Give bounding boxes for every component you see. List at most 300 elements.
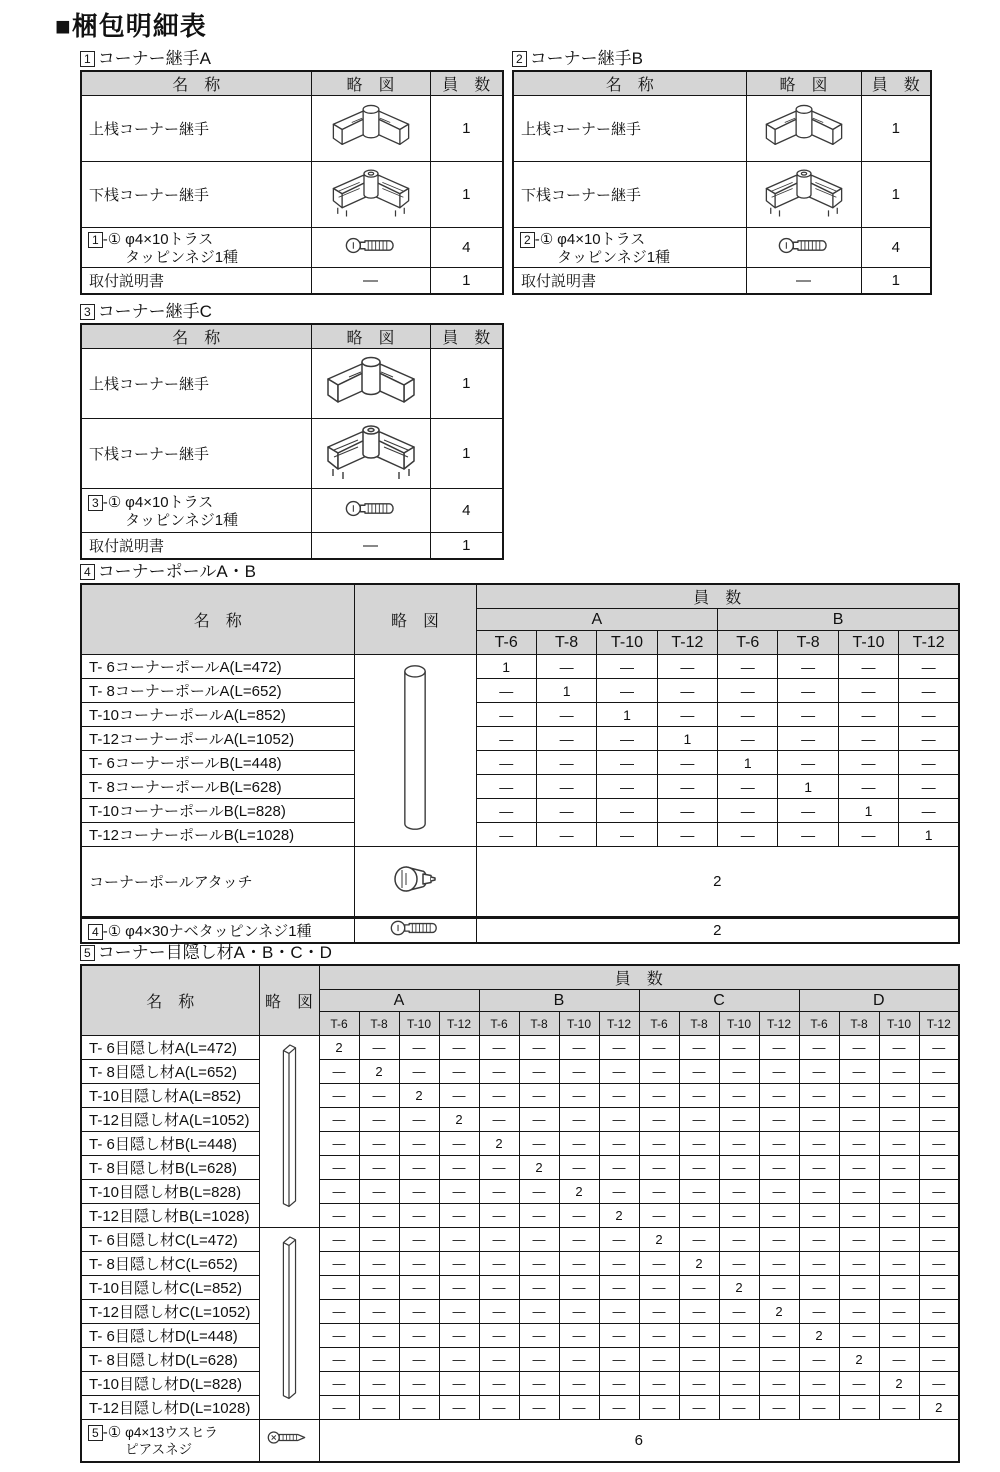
size-header: T-6: [639, 1012, 679, 1036]
matrix-cell: —: [319, 1084, 359, 1108]
matrix-cell: —: [559, 1084, 599, 1108]
matrix-cell: —: [679, 1204, 719, 1228]
item-name-cell: 上桟コーナー継手: [81, 349, 311, 419]
table-row: [513, 96, 931, 162]
screw-item-name: [84, 921, 350, 941]
matrix-cell: —: [778, 703, 838, 727]
matrix-cell: —: [519, 1060, 559, 1084]
matrix-cell: —: [479, 1372, 519, 1396]
matrix-cell: —: [359, 1396, 399, 1420]
matrix-cell: —: [359, 1300, 399, 1324]
matrix-cell: —: [657, 703, 717, 727]
matrix-cell: —: [679, 1348, 719, 1372]
matrix-cell: —: [838, 703, 898, 727]
screw-item-name: [84, 229, 307, 267]
matrix-cell: 1: [838, 799, 898, 823]
group-header: D: [799, 990, 959, 1012]
matrix-cell: 1: [778, 775, 838, 799]
matrix-cell: —: [778, 751, 838, 775]
matrix-cell: —: [597, 751, 657, 775]
matrix-cell: —: [759, 1276, 799, 1300]
matrix-cell: —: [778, 679, 838, 703]
matrix-cell: —: [479, 1084, 519, 1108]
matrix-cell: —: [599, 1300, 639, 1324]
size-header: T-6: [476, 631, 536, 655]
matrix-cell: —: [657, 751, 717, 775]
matrix-cell: —: [879, 1204, 919, 1228]
sketch-cell: [259, 1420, 319, 1462]
screw-ref-box: 4: [88, 924, 103, 940]
matrix-cell: —: [399, 1156, 439, 1180]
sketch-pierce-screw-icon: [267, 1429, 311, 1446]
matrix-cell: —: [759, 1228, 799, 1252]
matrix-cell: 2: [719, 1276, 759, 1300]
screw-ref-prefix: 2 -①: [520, 231, 553, 248]
matrix-cell: —: [319, 1324, 359, 1348]
item-name-cell: T- 6目隠し材B(L=448): [81, 1132, 259, 1156]
matrix-cell: —: [839, 1300, 879, 1324]
matrix-cell: —: [919, 1156, 959, 1180]
matrix-cell: 2: [479, 1132, 519, 1156]
matrix-cell: —: [899, 655, 959, 679]
matrix-cell: —: [679, 1396, 719, 1420]
matrix-cell: —: [439, 1060, 479, 1084]
matrix-cell: —: [519, 1132, 559, 1156]
matrix-cell: —: [799, 1276, 839, 1300]
item-name-cell: T- 8目隠し材B(L=628): [81, 1156, 259, 1180]
screw-name-line: φ4×10トラス: [125, 493, 214, 511]
matrix-cell: —: [439, 1372, 479, 1396]
matrix-cell: 2: [319, 1036, 359, 1060]
matrix-cell: —: [879, 1132, 919, 1156]
table-caption: [80, 563, 960, 581]
section-corner-joint-b: [512, 50, 932, 295]
matrix-cell: —: [799, 1396, 839, 1420]
matrix-cell: —: [599, 1348, 639, 1372]
screw-name-lines: [125, 1424, 218, 1458]
sketch-joint-lower-icon: [319, 419, 423, 483]
table-row: [81, 1180, 959, 1204]
item-name-cell: T- 6コーナーポールA(L=472): [81, 655, 354, 679]
size-header: T-8: [359, 1012, 399, 1036]
table-row: [81, 1108, 959, 1132]
matrix-cell: 1: [597, 703, 657, 727]
sketch-cell: —: [746, 268, 861, 294]
matrix-cell: 2: [559, 1180, 599, 1204]
item-name-cell: T- 6コーナーポールB(L=448): [81, 751, 354, 775]
matrix-cell: —: [479, 1252, 519, 1276]
matrix-cell: —: [599, 1180, 639, 1204]
matrix-cell: —: [919, 1300, 959, 1324]
table-row: [81, 727, 959, 751]
screw-ref-circled-number: ①: [539, 230, 554, 248]
screw-item-name: [84, 1422, 255, 1458]
matrix-cell: —: [759, 1156, 799, 1180]
packing-table: [80, 964, 960, 1463]
section-corner-pole-ab: [80, 563, 960, 944]
matrix-cell: —: [319, 1300, 359, 1324]
sketch-cell: —: [311, 268, 430, 294]
matrix-cell: —: [759, 1084, 799, 1108]
table-row: [81, 1252, 959, 1276]
matrix-cell: —: [399, 1252, 439, 1276]
matrix-cell: —: [536, 703, 596, 727]
group-header: B: [479, 990, 639, 1012]
matrix-cell: —: [597, 823, 657, 847]
matrix-cell: —: [359, 1252, 399, 1276]
qty-cell: 1: [430, 268, 503, 294]
sketch-cell: [354, 847, 476, 918]
table-row: [81, 1228, 959, 1252]
matrix-cell: —: [759, 1252, 799, 1276]
matrix-cell: —: [476, 751, 536, 775]
table-row: [81, 799, 959, 823]
sketch-joint-upper-icon: [319, 349, 423, 413]
sketch-joint-upper-icon: [756, 98, 852, 154]
matrix-cell: —: [839, 1060, 879, 1084]
item-name-cell: 取付説明書: [81, 268, 311, 294]
matrix-cell: —: [719, 1228, 759, 1252]
item-name-cell: [513, 228, 746, 268]
table-title: コーナー目隠し材A・B・C・D: [97, 943, 332, 962]
matrix-cell: —: [679, 1180, 719, 1204]
matrix-cell: —: [476, 679, 536, 703]
sketch-cell: [746, 162, 861, 228]
matrix-cell: —: [879, 1300, 919, 1324]
matrix-cell: —: [879, 1060, 919, 1084]
matrix-cell: —: [839, 1132, 879, 1156]
matrix-cell: —: [879, 1348, 919, 1372]
sketch-cell: —: [311, 533, 430, 559]
matrix-cell: —: [799, 1060, 839, 1084]
matrix-cell: —: [679, 1276, 719, 1300]
table-title: コーナーポールA・B: [97, 562, 257, 581]
matrix-cell: —: [439, 1324, 479, 1348]
matrix-cell: —: [759, 1180, 799, 1204]
matrix-cell: —: [559, 1036, 599, 1060]
table-row: [81, 96, 503, 162]
size-header: T-12: [599, 1012, 639, 1036]
matrix-cell: —: [919, 1036, 959, 1060]
matrix-cell: —: [319, 1180, 359, 1204]
item-name-cell: 下桟コーナー継手: [513, 162, 746, 228]
matrix-cell: —: [599, 1156, 639, 1180]
matrix-cell: —: [359, 1156, 399, 1180]
item-name-cell: 取付説明書: [513, 268, 746, 294]
matrix-cell: —: [479, 1060, 519, 1084]
matrix-cell: —: [439, 1228, 479, 1252]
size-header: T-12: [657, 631, 717, 655]
sketch-joint-upper-icon: [323, 98, 419, 154]
matrix-cell: —: [599, 1324, 639, 1348]
screw-ref-prefix: 4 -①: [88, 923, 121, 940]
matrix-cell: —: [519, 1204, 559, 1228]
item-name-cell: T-12目隠し材B(L=1028): [81, 1204, 259, 1228]
qty-cell: 1: [430, 419, 503, 489]
matrix-cell: —: [439, 1084, 479, 1108]
matrix-cell: —: [919, 1132, 959, 1156]
screw-ref-circled-number: ①: [107, 1424, 122, 1442]
table-row: [81, 1204, 959, 1228]
sketch-cell: [259, 1228, 319, 1420]
matrix-cell: —: [319, 1156, 359, 1180]
table-row: [81, 655, 959, 679]
qty-cell: 1: [861, 268, 931, 294]
matrix-cell: —: [359, 1132, 399, 1156]
qty-cell: 1: [861, 96, 931, 162]
matrix-cell: —: [839, 1156, 879, 1180]
matrix-cell: —: [839, 1036, 879, 1060]
size-header: T-8: [679, 1012, 719, 1036]
matrix-cell: —: [519, 1396, 559, 1420]
matrix-cell: —: [799, 1372, 839, 1396]
matrix-cell: —: [838, 727, 898, 751]
matrix-cell: —: [359, 1372, 399, 1396]
matrix-cell: —: [599, 1372, 639, 1396]
matrix-cell: —: [599, 1252, 639, 1276]
item-name-cell: [81, 489, 311, 533]
packing-table: [80, 583, 960, 944]
table-row: [81, 751, 959, 775]
matrix-cell: —: [879, 1084, 919, 1108]
matrix-cell: —: [919, 1108, 959, 1132]
matrix-cell: —: [639, 1300, 679, 1324]
matrix-cell: —: [899, 799, 959, 823]
matrix-cell: —: [599, 1084, 639, 1108]
matrix-cell: —: [439, 1396, 479, 1420]
table-row: [81, 1372, 959, 1396]
matrix-cell: —: [799, 1204, 839, 1228]
sketch-attach-icon: [392, 861, 438, 897]
matrix-cell: —: [759, 1372, 799, 1396]
matrix-cell: —: [319, 1348, 359, 1372]
item-name-cell: コーナーポールアタッチ: [81, 847, 354, 918]
item-name-cell: T-10目隠し材A(L=852): [81, 1084, 259, 1108]
matrix-cell: —: [919, 1252, 959, 1276]
matrix-cell: —: [319, 1372, 359, 1396]
matrix-cell: —: [597, 679, 657, 703]
matrix-cell: —: [479, 1036, 519, 1060]
screw-ref-box: 1: [88, 232, 103, 248]
group-header: B: [718, 609, 960, 631]
qty-span-cell: 6: [319, 1420, 959, 1462]
group-header: A: [476, 609, 718, 631]
column-header-name: 名 称: [513, 71, 746, 96]
matrix-cell: —: [778, 655, 838, 679]
table-row: [81, 1324, 959, 1348]
matrix-cell: —: [719, 1036, 759, 1060]
item-name-cell: 下桟コーナー継手: [81, 162, 311, 228]
size-header: T-10: [838, 631, 898, 655]
matrix-cell: —: [839, 1324, 879, 1348]
matrix-cell: —: [919, 1324, 959, 1348]
item-name-cell: [81, 1420, 259, 1462]
matrix-cell: —: [839, 1084, 879, 1108]
matrix-cell: —: [399, 1396, 439, 1420]
matrix-cell: 2: [439, 1108, 479, 1132]
sketch-cell: [746, 228, 861, 268]
matrix-cell: —: [439, 1180, 479, 1204]
matrix-cell: —: [359, 1348, 399, 1372]
screw-name-line: φ4×30ナベタッピンネジ1種: [125, 922, 312, 940]
size-header: T-6: [799, 1012, 839, 1036]
matrix-cell: —: [536, 727, 596, 751]
item-name-cell: 上桟コーナー継手: [513, 96, 746, 162]
matrix-cell: —: [657, 775, 717, 799]
matrix-cell: —: [679, 1156, 719, 1180]
column-header-sketch: 略 図: [354, 584, 476, 655]
matrix-cell: —: [599, 1108, 639, 1132]
column-header-qty: 員 数: [861, 71, 931, 96]
matrix-cell: —: [439, 1276, 479, 1300]
matrix-cell: —: [399, 1108, 439, 1132]
matrix-cell: —: [439, 1036, 479, 1060]
matrix-cell: —: [679, 1300, 719, 1324]
matrix-cell: —: [778, 727, 838, 751]
matrix-cell: —: [559, 1108, 599, 1132]
matrix-cell: —: [479, 1180, 519, 1204]
matrix-cell: —: [359, 1084, 399, 1108]
matrix-cell: —: [839, 1276, 879, 1300]
matrix-cell: —: [359, 1036, 399, 1060]
qty-cell: 4: [861, 228, 931, 268]
matrix-cell: —: [718, 823, 778, 847]
matrix-cell: —: [399, 1276, 439, 1300]
section-corner-blind-abcd: [80, 944, 960, 1463]
matrix-cell: —: [479, 1324, 519, 1348]
matrix-cell: —: [439, 1204, 479, 1228]
table-row: [81, 847, 959, 918]
table-caption: [80, 303, 504, 321]
matrix-cell: —: [599, 1228, 639, 1252]
screw-ref-circled-number: ①: [107, 922, 122, 940]
matrix-cell: —: [559, 1396, 599, 1420]
matrix-cell: —: [759, 1036, 799, 1060]
column-header-name: 名 称: [81, 584, 354, 655]
screw-name-line: タッピンネジ1種: [557, 248, 671, 266]
matrix-cell: —: [519, 1180, 559, 1204]
matrix-cell: —: [597, 775, 657, 799]
matrix-cell: —: [718, 703, 778, 727]
item-name-cell: T- 6目隠し材C(L=472): [81, 1228, 259, 1252]
matrix-cell: 2: [639, 1228, 679, 1252]
table-row: [81, 775, 959, 799]
matrix-cell: —: [919, 1204, 959, 1228]
matrix-cell: —: [899, 727, 959, 751]
matrix-cell: —: [476, 727, 536, 751]
matrix-cell: —: [519, 1108, 559, 1132]
screw-ref-box: 2: [520, 232, 535, 248]
matrix-cell: —: [519, 1084, 559, 1108]
group-header: C: [639, 990, 799, 1012]
matrix-cell: —: [536, 823, 596, 847]
table-number-box: 1: [80, 51, 95, 67]
matrix-cell: —: [679, 1084, 719, 1108]
sketch-cell: [311, 162, 430, 228]
matrix-cell: —: [839, 1180, 879, 1204]
size-header: T-10: [399, 1012, 439, 1036]
matrix-cell: —: [639, 1084, 679, 1108]
matrix-cell: —: [359, 1276, 399, 1300]
table-number-box: 5: [80, 945, 95, 961]
matrix-cell: —: [639, 1060, 679, 1084]
sketch-pan-screw-icon: [390, 919, 440, 937]
qty-cell: 1: [430, 96, 503, 162]
screw-name-lines: [125, 231, 238, 267]
matrix-cell: —: [319, 1060, 359, 1084]
screw-name-line: タッピンネジ1種: [125, 511, 239, 529]
matrix-cell: —: [639, 1372, 679, 1396]
sketch-cell: [311, 419, 430, 489]
matrix-cell: —: [439, 1156, 479, 1180]
matrix-cell: —: [599, 1036, 639, 1060]
matrix-cell: —: [536, 775, 596, 799]
matrix-cell: —: [639, 1252, 679, 1276]
matrix-cell: —: [657, 799, 717, 823]
item-name-cell: T-12目隠し材C(L=1052): [81, 1300, 259, 1324]
item-name-cell: T- 6目隠し材A(L=472): [81, 1036, 259, 1060]
matrix-cell: —: [439, 1300, 479, 1324]
matrix-cell: —: [559, 1156, 599, 1180]
matrix-cell: —: [879, 1036, 919, 1060]
item-name-cell: 取付説明書: [81, 533, 311, 559]
matrix-cell: —: [399, 1060, 439, 1084]
matrix-cell: —: [879, 1108, 919, 1132]
item-name-cell: 上桟コーナー継手: [81, 96, 311, 162]
matrix-cell: —: [799, 1228, 839, 1252]
sketch-truss-screw-icon: [345, 236, 397, 255]
column-header-qty: 員 数: [476, 584, 959, 609]
screw-name-line: φ4×10トラス: [557, 230, 646, 248]
matrix-cell: —: [559, 1204, 599, 1228]
matrix-cell: —: [799, 1156, 839, 1180]
screw-item-name: [516, 229, 742, 267]
matrix-cell: —: [319, 1108, 359, 1132]
screw-ref-prefix: 5 -①: [88, 1424, 121, 1441]
matrix-cell: 2: [839, 1348, 879, 1372]
packing-table: [80, 323, 504, 560]
table-number-box: 4: [80, 564, 95, 580]
column-header-qty: 員 数: [319, 965, 959, 990]
table-row: [81, 1084, 959, 1108]
table-row: [513, 162, 931, 228]
sketch-truss-screw-icon: [345, 499, 397, 518]
matrix-cell: —: [759, 1204, 799, 1228]
matrix-cell: —: [359, 1204, 399, 1228]
size-header: T-12: [439, 1012, 479, 1036]
matrix-cell: —: [679, 1036, 719, 1060]
matrix-cell: 2: [879, 1372, 919, 1396]
table-row: [81, 419, 503, 489]
table-row: [81, 918, 959, 944]
sketch-cell: [311, 228, 430, 268]
matrix-cell: —: [919, 1228, 959, 1252]
table-title: コーナー継手A: [97, 49, 212, 68]
matrix-cell: —: [799, 1252, 839, 1276]
size-header: T-8: [536, 631, 596, 655]
screw-name-lines: [557, 231, 670, 267]
table-row: [81, 1132, 959, 1156]
matrix-cell: —: [919, 1060, 959, 1084]
table-caption: [512, 50, 932, 68]
section-corner-joint-c: [80, 303, 504, 560]
matrix-cell: —: [519, 1252, 559, 1276]
sketch-cell: [354, 918, 476, 944]
matrix-cell: —: [439, 1348, 479, 1372]
column-header-sketch: 略 図: [259, 965, 319, 1036]
matrix-cell: —: [657, 679, 717, 703]
matrix-cell: —: [839, 1396, 879, 1420]
